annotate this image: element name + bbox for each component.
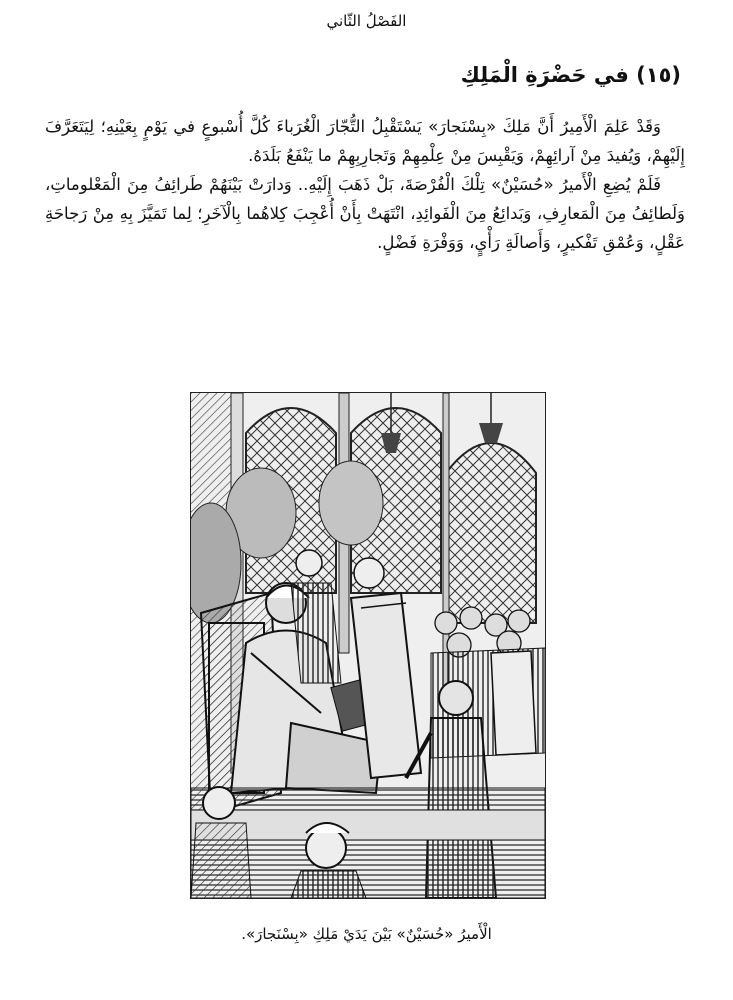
illustration-king-audience xyxy=(190,392,546,899)
paragraph-1: وَقَدْ عَلِمَ الْأَمِيرُ أَنَّ مَلِكَ «بِسْنَجارَ» يَسْتَقْبِلُ التُّجّارَ الْغُرَباءَ كُلَّ أُسْبوعٍ في يَوْمٍ بِعَيْنِهِ؛ لِيَتَعَرَّفَ إِلَيْهِمْ، وَيُفيدَ مِنْ آرائِهِمْ، وَيَقْبِسَ مِنْ عِلْمِهِمْ وَتَجارِبِهِمْ ما يَنْفَعُ بَلَدَهُ. xyxy=(45,117,685,165)
figure-caption: الْأَميرُ «حُسَيْنٌ» بَيْنَ يَدَيْ مَلِكِ «بِسْنَجارَ». xyxy=(241,925,492,943)
running-head: الفَصْلُ الثّاني xyxy=(326,12,407,30)
section-title: (١٥) في حَضْرَةِ الْمَلِكِ xyxy=(460,63,681,87)
paragraph-2: فَلَمْ يُضِعِ الْأَميرُ «حُسَيْنٌ» تِلْكَ الْفُرْصَةَ، بَلْ ذَهَبَ إِلَيْهِ.. وَدارَتْ بَيْنَهُمْ طَرائِفُ مِنَ الْمَعْلوماتِ، وَلَطائِفُ مِنَ الْمَعارِفِ، وَبَدائِعُ مِنَ الْفَوائِدِ، انْتَهَتْ بِأَنْ أُعْجِبَ كِلاهُما بِالْآخَرِ؛ لِما تَمَيَّزَ بِهِ مِنْ رَجاحَةِ عَقْلٍ، وَعُمْقِ تَفْكيرٍ، وَأَصالَةِ رَأْيٍ، وَوَفْرَةِ فَضْلٍ. xyxy=(45,175,685,252)
body-text xyxy=(45,112,685,257)
engraving-drawing xyxy=(191,393,545,898)
